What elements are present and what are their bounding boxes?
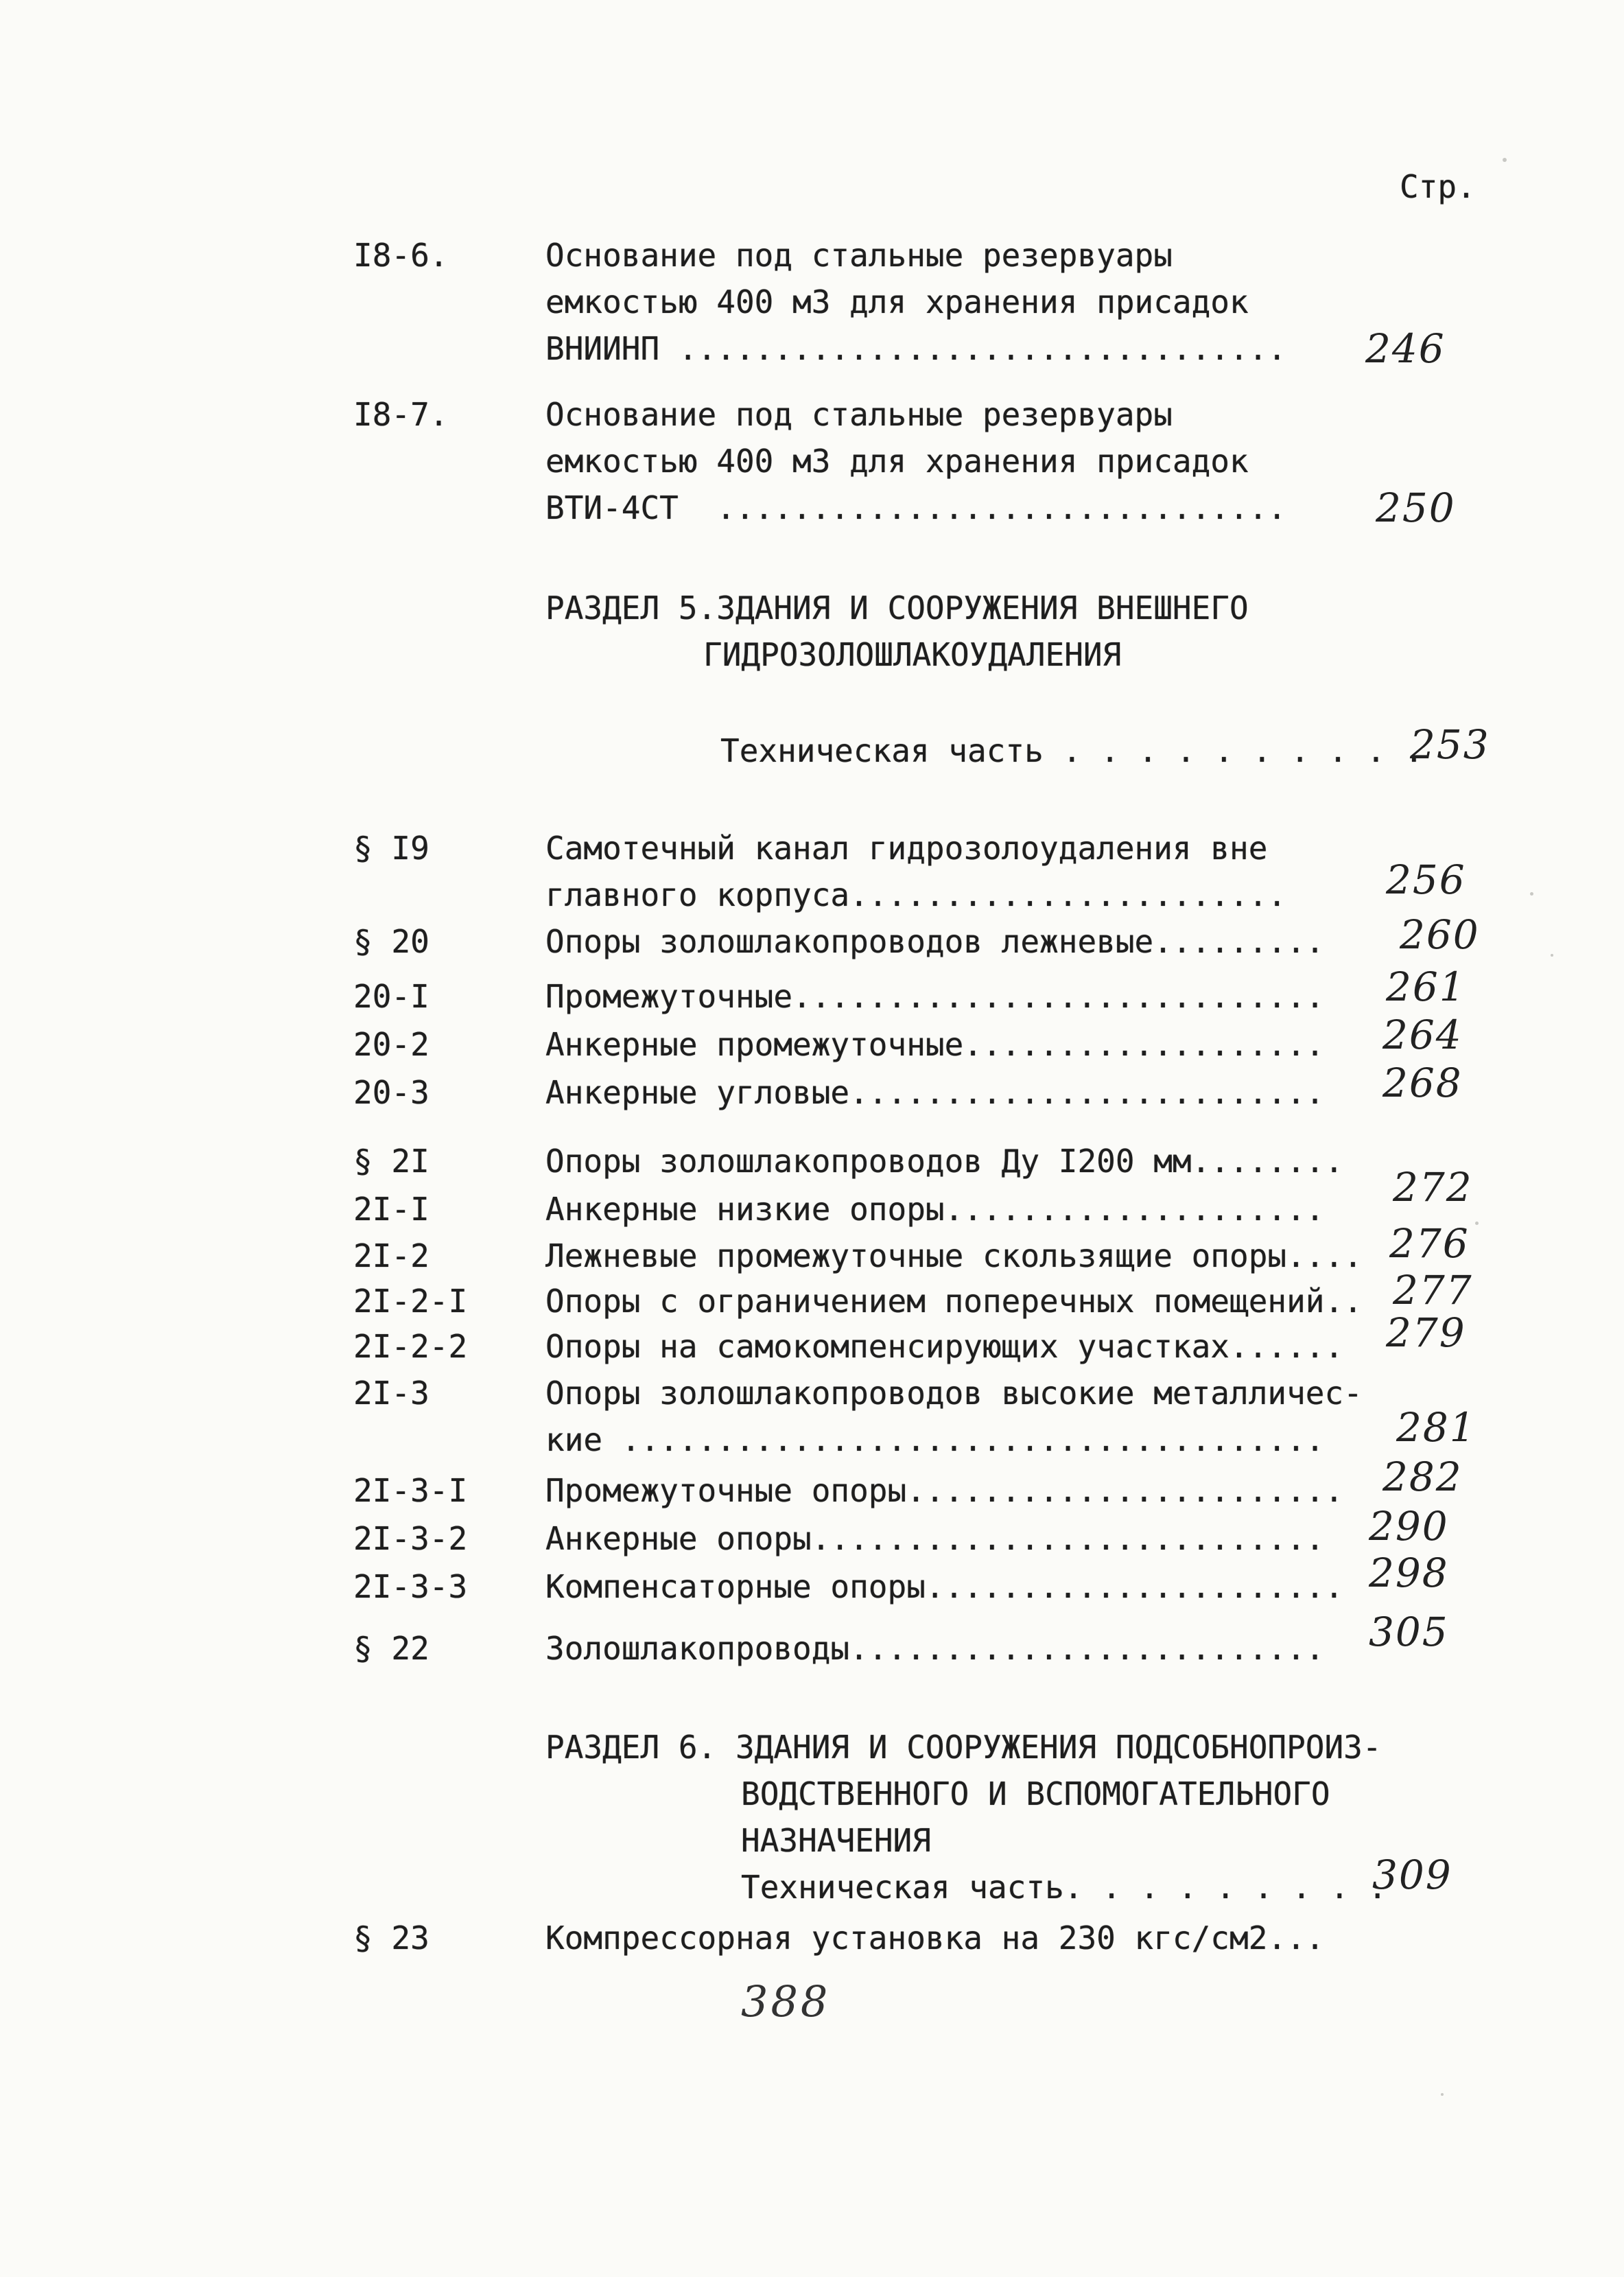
entry-text-line: Золошлакопроводы.........................	[545, 1630, 1325, 1667]
handwritten-page-number: 256	[1386, 856, 1466, 903]
entry-text-line: Основание под стальные резервуары	[545, 237, 1173, 274]
entry-text-line: Основание под стальные резервуары	[545, 396, 1173, 433]
scan-speck	[1475, 1222, 1479, 1225]
entry-text-line: кие .....................................	[545, 1421, 1325, 1458]
handwritten-page-number: 246	[1365, 325, 1446, 372]
handwritten-page-number: 290	[1369, 1503, 1449, 1550]
entry-text-line: Анкерные угловые.........................	[545, 1074, 1325, 1111]
entry-text-line: Опоры с ограничением поперечных помещений..	[545, 1283, 1363, 1320]
entry-number: I8-7.	[353, 396, 449, 433]
section-heading: ГИДРОЗОЛОШЛАКОУДАЛЕНИЯ	[703, 636, 1122, 673]
handwritten-page-number: 281	[1396, 1404, 1476, 1451]
entry-text-line: Опоры золошлакопроводов высокие металличес-	[545, 1375, 1363, 1412]
entry-number: 2I-I	[353, 1191, 429, 1228]
entry-number: § 22	[353, 1630, 429, 1667]
handwritten-page-number: 268	[1382, 1060, 1463, 1106]
entry-number: § 2I	[353, 1143, 429, 1180]
entry-text-line: ВНИИНП ................................	[545, 330, 1287, 367]
entry-number: 20-3	[353, 1074, 429, 1111]
entry-text-line: Самотечный канал гидрозолоудаления вне	[545, 830, 1268, 867]
entry-number: 2I-3	[353, 1375, 429, 1412]
section-heading: ВОДСТВЕННОГО И ВСПОМОГАТЕЛЬНОГО	[741, 1775, 1330, 1812]
handwritten-page-number: 272	[1393, 1164, 1473, 1211]
scan-speck	[1441, 2093, 1444, 2096]
entry-text-line: Промежуточные............................	[545, 978, 1325, 1015]
entry-text-line: Компрессорная установка на 230 кгс/см2...	[545, 1919, 1325, 1957]
handwritten-page-number: 276	[1389, 1220, 1470, 1267]
entry-text-line: Опоры на самокомпенсирующих участках......	[545, 1328, 1344, 1365]
entry-text-line: Компенсаторные опоры......................	[545, 1568, 1344, 1605]
handwritten-page-number: 264	[1382, 1012, 1463, 1058]
technical-part-line: Техническая часть. . . . . . . . .	[741, 1869, 1387, 1906]
entry-text-line: Лежневые промежуточные скользящие опоры....	[545, 1237, 1363, 1274]
entry-number: I8-6.	[353, 237, 449, 274]
entry-text-line: главного корпуса.......................	[545, 876, 1287, 913]
handwritten-page-number: 277	[1393, 1267, 1473, 1313]
entry-number: 2I-3-3	[353, 1568, 468, 1605]
entry-text-line: Промежуточные опоры.......................	[545, 1472, 1344, 1509]
handwritten-sheet-number: 388	[741, 1976, 831, 2027]
scan-speck	[1530, 892, 1533, 896]
handwritten-page-number: 261	[1386, 964, 1466, 1010]
entry-number: § 20	[353, 923, 429, 960]
section-heading: РАЗДЕЛ 6. ЗДАНИЯ И СООРУЖЕНИЯ ПОДСОБНОПРОИЗ-	[545, 1729, 1382, 1766]
handwritten-page-number: 250	[1376, 484, 1456, 531]
section-heading: НАЗНАЧЕНИЯ	[741, 1822, 931, 1859]
entry-number: 2I-3-I	[353, 1472, 468, 1509]
entry-number: 2I-2	[353, 1237, 429, 1274]
entry-text-line: емкостью 400 м3 для хранения присадок	[545, 283, 1249, 320]
page-column-label: Стр.	[1400, 168, 1476, 205]
entry-text-line: Анкерные промежуточные...................	[545, 1026, 1325, 1063]
entry-number: 2I-3-2	[353, 1520, 468, 1557]
entry-number: 2I-2-I	[353, 1283, 468, 1320]
entry-number: § 23	[353, 1919, 429, 1957]
handwritten-page-number: 305	[1369, 1609, 1449, 1655]
handwritten-page-number: 253	[1410, 721, 1490, 768]
handwritten-page-number: 298	[1369, 1550, 1449, 1596]
handwritten-page-number: 260	[1400, 911, 1480, 958]
entry-text-line: Анкерные опоры...........................	[545, 1520, 1325, 1557]
entry-number: 20-2	[353, 1026, 429, 1063]
entry-number: § I9	[353, 830, 429, 867]
entry-text-line: ВТИ-4СТ ..............................	[545, 489, 1287, 526]
section-heading: РАЗДЕЛ 5.ЗДАНИЯ И СООРУЖЕНИЯ ВНЕШНЕГО	[545, 589, 1249, 627]
entry-text-line: емкостью 400 м3 для хранения присадок	[545, 443, 1249, 480]
entry-text-line: Опоры золошлакопроводов лежневые.........	[545, 923, 1325, 960]
handwritten-page-number: 282	[1382, 1453, 1463, 1500]
handwritten-page-number: 309	[1372, 1852, 1452, 1898]
entry-number: 20-I	[353, 978, 429, 1015]
scan-speck	[1503, 158, 1507, 162]
entry-number: 2I-2-2	[353, 1328, 468, 1365]
technical-part-line: Техническая часть . . . . . . . . . .	[720, 732, 1424, 769]
handwritten-page-number: 279	[1386, 1309, 1466, 1356]
scan-speck	[1551, 954, 1553, 957]
entry-text-line: Опоры золошлакопроводов Ду I200 мм........	[545, 1143, 1344, 1180]
entry-text-line: Анкерные низкие опоры....................	[545, 1191, 1325, 1228]
